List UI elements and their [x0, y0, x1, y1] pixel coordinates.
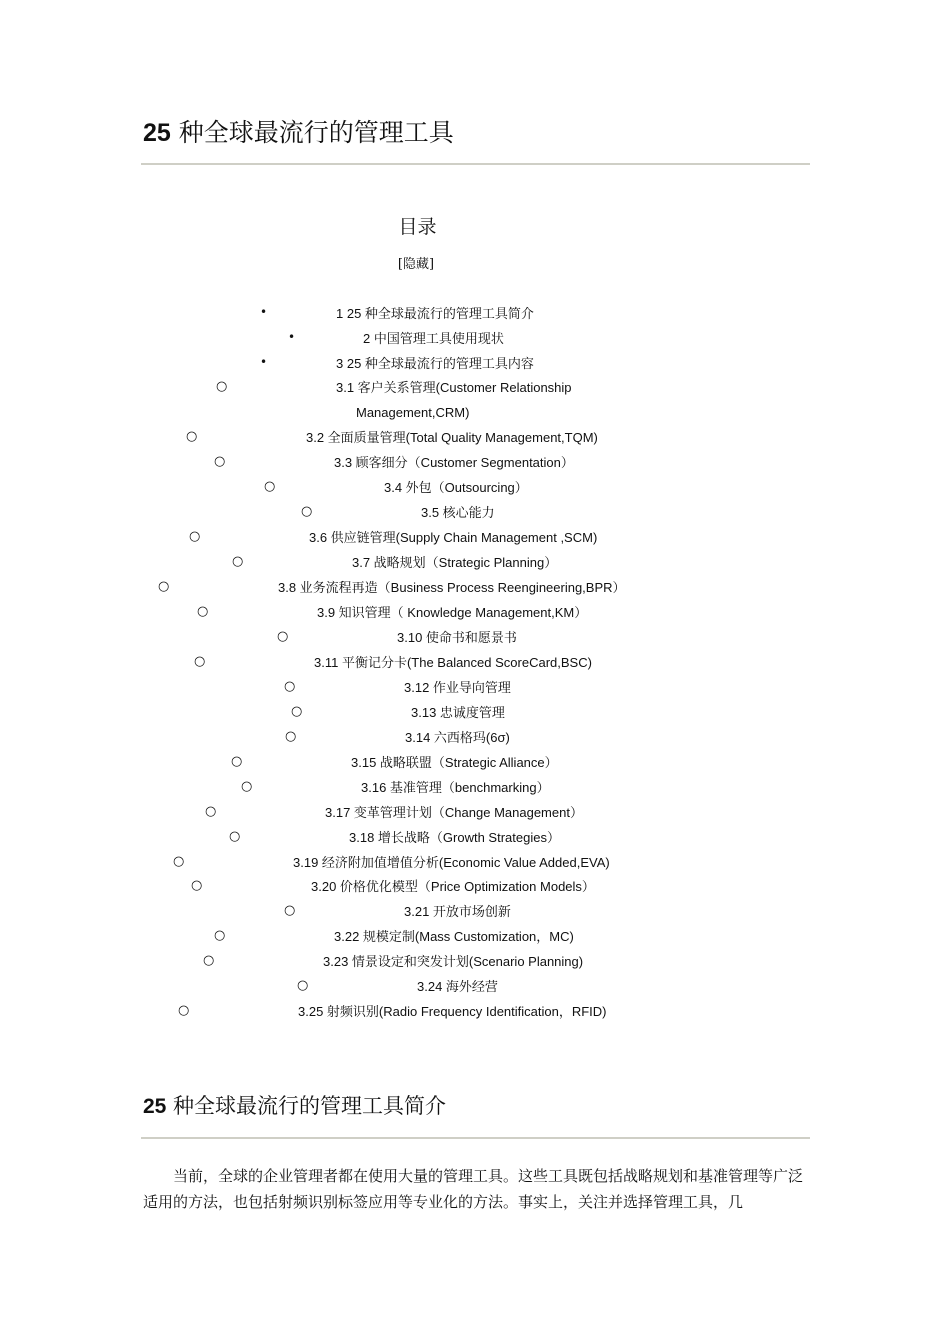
- toc-item-3-5[interactable]: 3.5 核心能力: [421, 505, 495, 520]
- toc-item-3-8[interactable]: 3.8 业务流程再造（Business Process Reengineering,BPR）: [278, 580, 626, 595]
- toc-heading: 目录: [398, 216, 437, 238]
- toc-bullet-circle: ○: [197, 604, 209, 619]
- toc-item-3-21[interactable]: 3.21 开放市场创新: [404, 904, 511, 919]
- body-paragraph: [143, 1163, 809, 1215]
- section-heading-number: 25: [143, 1095, 167, 1118]
- toc-item-3-9[interactable]: 3.9 知识管理（ Knowledge Management,KM）: [317, 605, 588, 620]
- section-heading: [143, 1091, 446, 1122]
- toc-item-3-23[interactable]: 3.23 情景设定和突发计划(Scenario Planning): [323, 954, 584, 969]
- toc-item-1[interactable]: 1 25 种全球最流行的管理工具简介: [336, 306, 534, 321]
- toc-item-3[interactable]: 3 25 种全球最流行的管理工具内容: [336, 356, 534, 371]
- toc-item-3-10[interactable]: 3.10 使命书和愿景书: [397, 630, 517, 645]
- toc-bullet-circle: ○: [277, 629, 289, 644]
- toc-item-3-16[interactable]: 3.16 基准管理（benchmarking）: [361, 780, 550, 795]
- toc-toggle-link[interactable]: [隐藏]: [397, 257, 435, 272]
- toc-item-3-12[interactable]: 3.12 作业导向管理: [404, 680, 511, 695]
- toc-item-3-7[interactable]: 3.7 战略规划（Strategic Planning）: [352, 555, 558, 570]
- toc-item-3-1[interactable]: 3.1 客户关系管理(Customer Relationship: [336, 380, 572, 395]
- toc-item-3-24[interactable]: 3.24 海外经营: [417, 979, 498, 994]
- toc-item-3-17[interactable]: 3.17 变革管理计划（Change Management）: [325, 805, 583, 820]
- toc-bullet-circle: ○: [285, 729, 297, 744]
- toc-item-3-2[interactable]: 3.2 全面质量管理(Total Quality Management,TQM): [306, 430, 598, 445]
- page-title: [143, 116, 454, 150]
- toc-bullet-circle: ○: [203, 953, 215, 968]
- toc-bullet-circle: ○: [301, 504, 313, 519]
- toc-bullet-circle: ○: [231, 754, 243, 769]
- toc-item-3-1-continued[interactable]: Management,CRM): [356, 405, 470, 420]
- toc-item-3-19[interactable]: 3.19 经济附加值增值分析(Economic Value Added,EVA): [293, 855, 610, 870]
- toc-item-3-4[interactable]: 3.4 外包（Outsourcing）: [384, 480, 528, 495]
- toc-bullet-circle: ○: [189, 529, 201, 544]
- toc-bullet-circle: ○: [284, 679, 296, 694]
- toc-bullet-disc: •: [260, 305, 268, 319]
- toc-item-3-13[interactable]: 3.13 忠诚度管理: [411, 705, 505, 720]
- body-paragraph-text: 当前，全球的企业管理者都在使用大量的管理工具。这些工具既包括战略规划和基准管理等广泛适用的方法，也包括射频识别标签应用等专业化的方法。事实上，关注并选择管理工具，几: [143, 1167, 804, 1211]
- toc-bullet-circle: ○: [194, 654, 206, 669]
- toc-bullet-circle: ○: [191, 878, 203, 893]
- toc-bullet-circle: ○: [229, 829, 241, 844]
- toc-bullet-disc: •: [260, 355, 268, 369]
- page-title-text: 种全球最流行的管理工具: [178, 118, 454, 147]
- toc-item-3-25[interactable]: 3.25 射频识别(Radio Frequency Identification，RFID): [298, 1004, 607, 1019]
- toc-bullet-circle: ○: [232, 554, 244, 569]
- toc-item-3-18[interactable]: 3.18 增长战略（Growth Strategies）: [349, 830, 560, 845]
- toc-item-3-20[interactable]: 3.20 价格优化模型（Price Optimization Models）: [311, 879, 595, 894]
- toc-bullet-disc: •: [288, 330, 296, 344]
- toc-item-3-6[interactable]: 3.6 供应链管理(Supply Chain Management ,SCM): [309, 530, 598, 545]
- toc-bullet-circle: ○: [216, 379, 228, 394]
- toc-bullet-circle: ○: [178, 1003, 190, 1018]
- toc-item-3-3[interactable]: 3.3 顾客细分（Customer Segmentation）: [334, 455, 574, 470]
- toc-item-3-15[interactable]: 3.15 战略联盟（Strategic Alliance）: [351, 755, 558, 770]
- title-divider: [141, 163, 810, 165]
- toc-bullet-circle: ○: [186, 429, 198, 444]
- section-divider: [141, 1137, 810, 1139]
- toc-item-3-22[interactable]: 3.22 规模定制(Mass Customization，MC): [334, 929, 574, 944]
- toc-bullet-circle: ○: [264, 479, 276, 494]
- toc-bullet-circle: ○: [158, 579, 170, 594]
- section-heading-text: 种全球最流行的管理工具简介: [173, 1094, 447, 1118]
- toc-item-3-14[interactable]: 3.14 六西格玛(6σ): [405, 730, 510, 745]
- toc-bullet-circle: ○: [214, 928, 226, 943]
- toc-bullet-circle: ○: [297, 978, 309, 993]
- toc-item-3-11[interactable]: 3.11 平衡记分卡(The Balanced ScoreCard,BSC): [314, 655, 592, 670]
- toc-item-2[interactable]: 2 中国管理工具使用现状: [363, 331, 504, 346]
- toc-bullet-circle: ○: [291, 704, 303, 719]
- page-title-number: 25: [143, 119, 171, 147]
- toc-bullet-circle: ○: [214, 454, 226, 469]
- toc-bullet-circle: ○: [284, 903, 296, 918]
- toc-bullet-circle: ○: [173, 854, 185, 869]
- toc-bullet-circle: ○: [241, 779, 253, 794]
- toc-bullet-circle: ○: [205, 804, 217, 819]
